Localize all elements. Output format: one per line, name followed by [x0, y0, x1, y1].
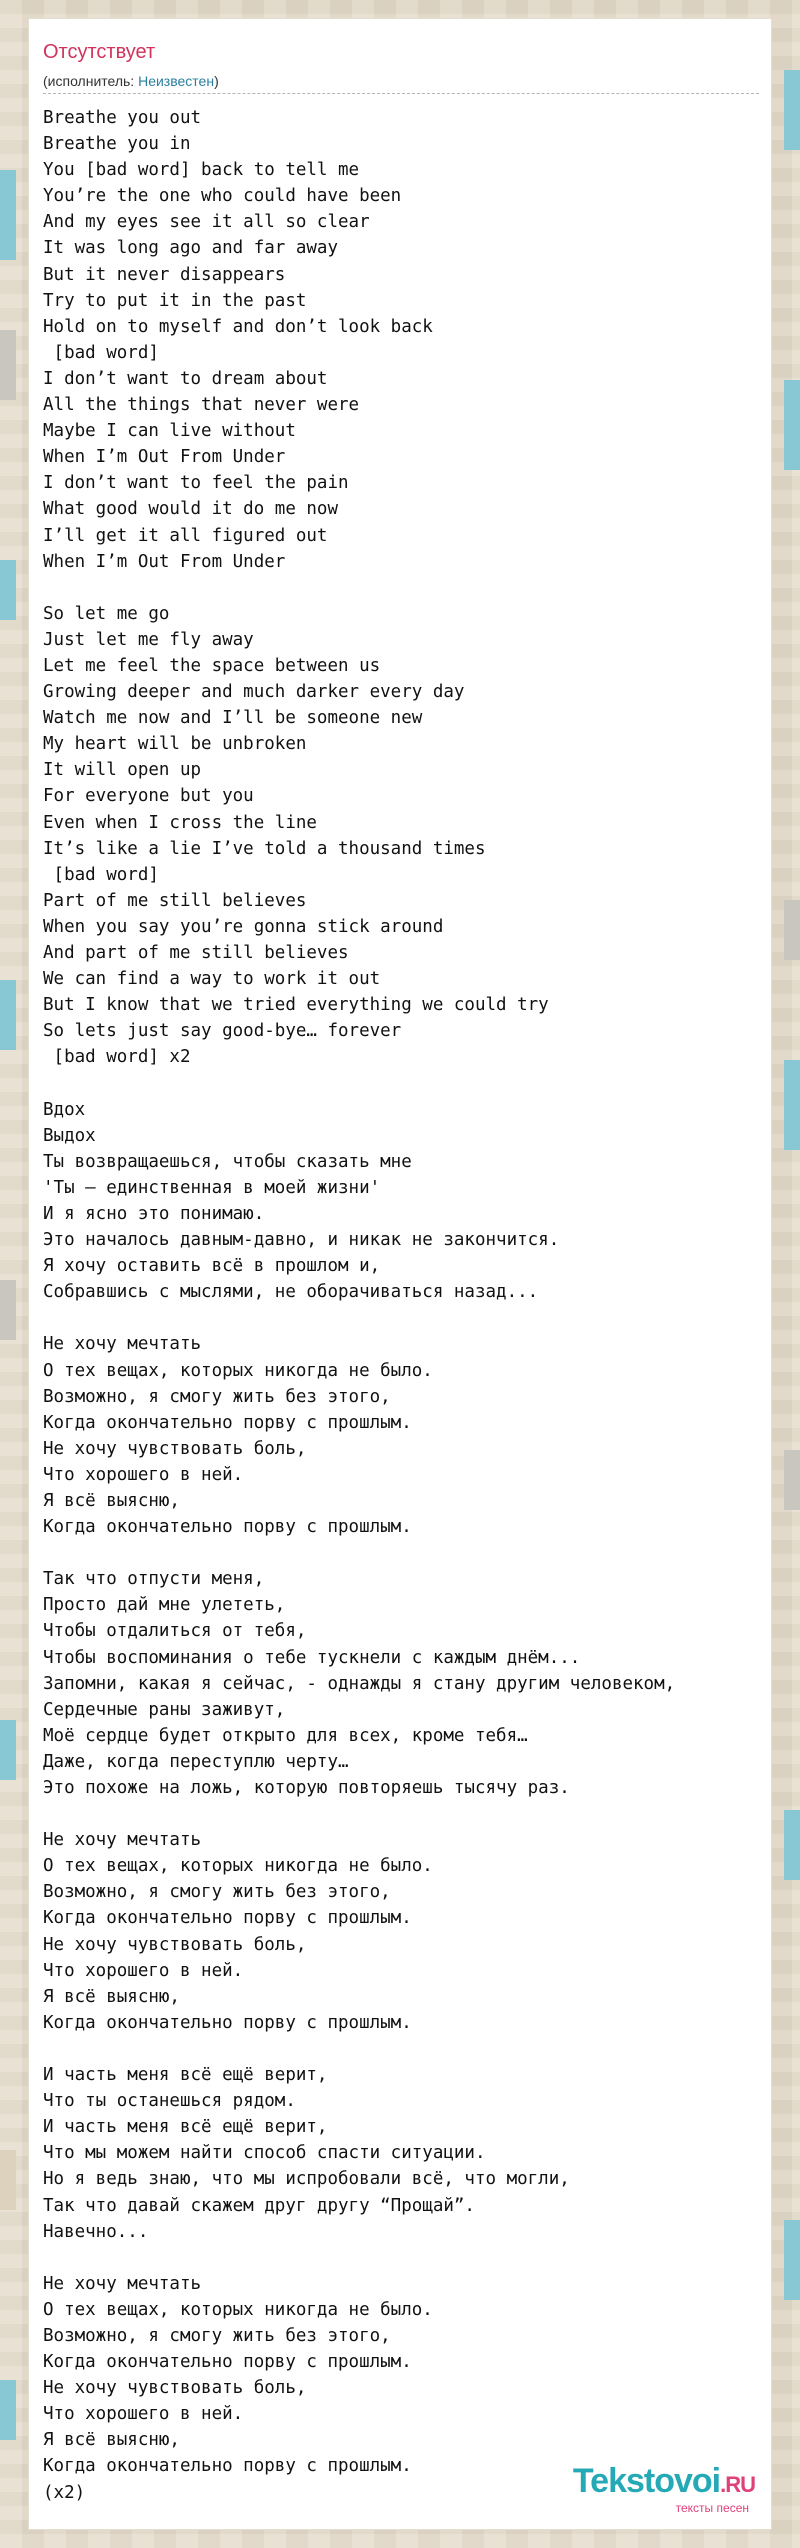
lyrics-text: Breathe you out Breathe you in You [bad word] back to tell me You’re the one who could have been And my eyes see it all so clear It was long ago and far away But it never disappears Try to put it in the past Hold on to myself and don’t look back [bad word] I don’t want to dream about All the things that never were Maybe I can live without When I’m Out From Under I don’t want to feel the pain What good would it do me now I’ll get it all figured out When I’m Out From Under So let me go Just let me fly away Let me feel the space between us Growing deeper and much darker every day Watch me now and I’ll be someone new My heart will be unbroken It will open up For everyone but you Even when I cross the line It’s like a lie I’ve told a thousand times [bad word] Part of me still believes When you say you’re gonna stick around And part of me still believes We can find a way to work it out But I know that we tried everything we could try So lets just say good-bye… forever [bad word] x2 Вдох Выдох Ты возвращаешься, чтобы сказать мне 'Ты – единственная в моей жизни' И я ясно это понимаю. Это началось давным-давно, и никак не закончится. Я хочу оставить всё в прошлом и, Собравшись с мыслями, не оборачиваться назад... Не хочу мечтать О тех вещах, которых никогда не было. Возможно, я смогу жить без этого, Когда окончательно порву с прошлым. Не хочу чувствовать боль, Что хорошего в ней. Я всё выясню, Когда окончательно порву с прошлым. Так что отпусти меня, Просто дай мне улететь, Чтобы отдалиться от тебя, Чтобы воспоминания о тебе тускнели с каждым днём... Запомни, какая я сейчас, - однажды я стану другим человеком, Сердечные раны заживут, Моё сердце будет открыто для всех, кроме тебя… Даже, когда переступлю черту… Это похоже на ложь, которую повторяешь тысячу раз. Не хочу мечтать О тех вещах, которых никогда не было. Возможно, я смогу жить без этого, Когда окончательно порву с прошлым. Не хочу чувствовать боль, Что хорошего в ней. Я всё выясню, Когда окончательно порву с прошлым. И часть меня всё ещё верит, Что ты останешься рядом. И часть меня всё ещё верит, Что мы можем найти способ спасти ситуации. Но я ведь знаю, что мы испробовали всё, что могли, Так что давай скажем друг другу “Прощай”. Навечно... Не хочу мечтать О тех вещах, которых никогда не было. Возможно, я смогу жить без этого, Когда окончательно порву с прошлым. Не хочу чувствовать боль, Что хорошего в ней. Я всё выясню, Когда окончательно порву с прошлым. (x2) — [43, 108, 676, 2503]
lyrics-card — [28, 18, 772, 2530]
side-stripe — [0, 170, 16, 260]
performer-prefix: (исполнитель: — [43, 73, 139, 89]
side-stripe — [784, 1810, 800, 1880]
side-stripe — [784, 900, 800, 960]
side-stripe — [784, 70, 800, 150]
site-logo[interactable] — [573, 2463, 755, 2515]
side-stripe — [0, 1720, 16, 1780]
side-stripe — [0, 1280, 16, 1340]
performer-suffix: ) — [214, 73, 219, 89]
side-stripe — [0, 330, 16, 400]
side-stripe — [784, 1060, 800, 1150]
performer-link[interactable]: Неизвестен — [138, 73, 215, 89]
divider — [43, 93, 759, 94]
side-stripe — [0, 980, 16, 1050]
song-title: Отсутствует — [43, 41, 156, 63]
logo-name: Tekstovoi — [572, 2462, 721, 2500]
side-stripe — [0, 560, 16, 620]
side-stripe — [0, 2380, 16, 2440]
performer-line — [43, 72, 219, 90]
side-stripe — [784, 2220, 800, 2300]
side-stripe — [784, 1450, 800, 1510]
side-stripe — [0, 2150, 16, 2210]
logo-tld: .RU — [720, 2472, 755, 2497]
logo-tagline: тексты песен — [675, 2501, 749, 2515]
side-stripe — [784, 380, 800, 470]
